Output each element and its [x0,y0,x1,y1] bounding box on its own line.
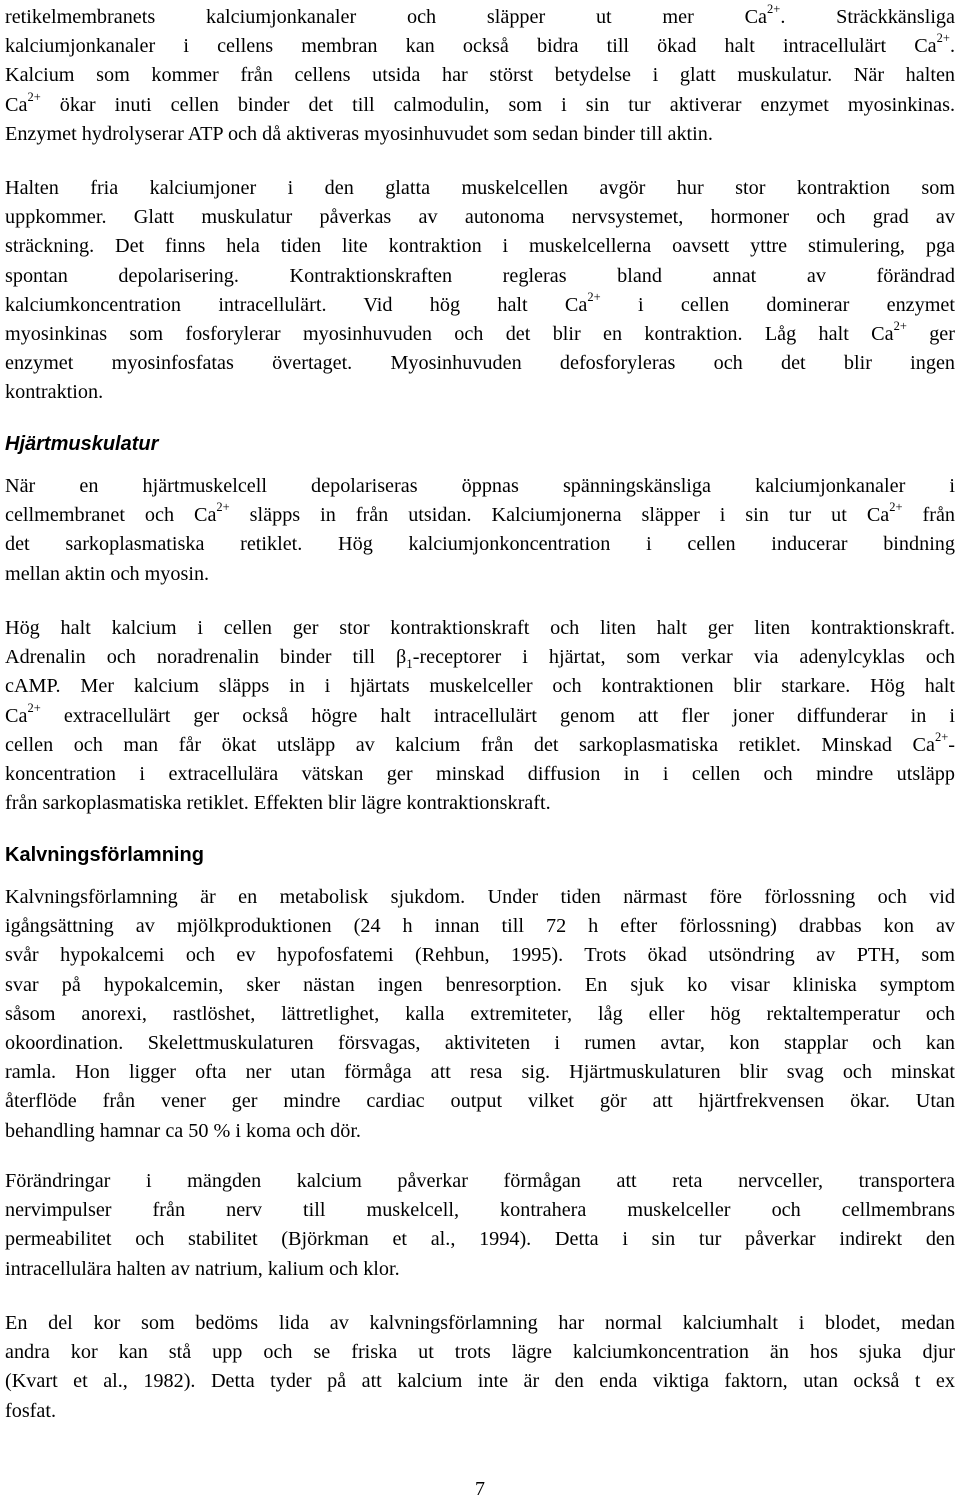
text-line: uppkommer. Glatt muskulatur påverkas av autonoma nervsystemet, hormoner och grad av [5,206,955,229]
text: kalciumkoncentration intracellulärt. Vid hög halt Ca [5,293,588,316]
text-line: En del kor som bedöms lida av kalvningsförlamning har normal kalciumhalt i blodet, medan [5,1312,955,1334]
section-heading-heart-muscle: Hjärtmuskulatur [5,433,159,455]
text-line: svår hypokalcemi och ev hypofosfatemi (Rehbun, 1995). Trots ökad utsöndring av PTH, som [5,944,955,967]
text-line: fosfat. [5,1399,57,1422]
text: ökar inuti cellen binder det till calmodulin, som i sin tur aktiverar enzymet myosinkinas. [40,93,955,116]
text-line: nervimpulser från nerv till muskelcell, kontrahera muskelceller och cellmembrans [5,1199,955,1222]
text: . Sträckkänsliga [780,6,955,28]
text-line: Hög halt kalcium i cellen ger stor kontraktionskraft och liten halt ger liten kontraktionskraft. [5,617,955,639]
text: Ca [5,93,28,116]
text-line: ramla. Hon ligger ofta ner utan förmåga att resa sig. Hjärtmuskulaturen blir svag och minskat [5,1061,955,1084]
text-line: intracellulära halten av natrium, kalium och klor. [5,1257,400,1280]
text: kalciumjonkanaler i cellens membran kan också bidra till ökad halt intracellulärt Ca [5,35,937,58]
text-line: (Kvart et al., 1982). Detta tyder på att kalcium inte är den enda viktiga faktorn, utan också t ex [5,1370,955,1393]
text: - [948,733,955,756]
superscript: 2+ [587,290,601,305]
text-line: kontraktion. [5,381,104,404]
superscript: 2+ [767,2,781,17]
text-line: När en hjärtmuskelcell depolariseras öppnas spänningskänsliga kalciumjonkanaler i [5,475,955,497]
paragraph-smooth-muscle-calcium [5,3,955,149]
text-line: enzymet myosinfosfatas övertaget. Myosinhuvuden defosforyleras och det blir ingen [5,352,955,375]
text-line: koncentration i extracellulära vätskan ger minskad diffusion in i cellen och mindre utsläpp [5,763,955,786]
text-line: behandling hamnar ca 50 % i koma och dör. [5,1119,361,1142]
text-line: spontan depolarisering. Kontraktionskraften regleras bland annat av förändrad [5,264,955,287]
text: släpps in från utsidan. Kalciumjonerna släpper i sin tur ut Ca [229,504,890,527]
text: i cellen dominerar enzymet [600,293,955,316]
text: myosinkinas som fosforylerar myosinhuvuden och det blir en kontraktion. Låg halt Ca [5,323,894,346]
superscript: 2+ [216,500,230,515]
text-line: återflöde från vener ger mindre cardiac output vilket gör att hjärtfrekvensen ökar. Utan [5,1090,955,1113]
paragraph-calcium-changes [5,1167,955,1284]
text-line: permeabilitet och stabilitet (Björkman et al., 1994). Detta i sin tur påverkar indirekt den [5,1228,955,1251]
text-line: Kalcium som kommer från cellens utsida har störst betydelse i glatt muskulatur. När halten [5,64,955,87]
paragraph-contraction-force [5,614,955,818]
superscript: 2+ [936,31,950,46]
text: . [949,35,955,58]
text: -receptorer i hjärtat, som verkar via adenylcyklas och [412,646,955,669]
text: Ca [5,704,28,727]
section-heading-milk-fever: Kalvningsförlamning [5,844,204,866]
text-line: andra kor kan stå upp och se friska ut trots lägre kalciumkoncentration än hos sjuka djur [5,1341,955,1364]
subscript: 1 [406,656,413,672]
superscript: 2+ [27,700,41,715]
text-line: Enzymet hydrolyserar ATP och då aktiveras myosinhuvudet som sedan binder till aktin. [5,122,713,145]
text: ger [906,323,955,346]
paragraph-normal-calcium-cows [5,1309,955,1426]
superscript: 2+ [27,89,41,104]
text: cellen och man får ökat utsläpp av kalcium från det sarkoplasmatiska retiklet. Minskad Ca [5,733,935,756]
superscript: 2+ [889,500,903,515]
text-line: såsom anorexi, rastlöshet, lättretlighet, kalla extremiteter, låg eller hög rektaltemperatur och [5,1002,955,1025]
text: extracellulärt ger också högre halt intracellulärt genom att fler joner diffunderar in i [40,704,955,727]
page-number: 7 [475,1478,485,1500]
text-line: Halten fria kalciumjoner i den glatta muskelcellen avgör hur stor kontraktion som [5,177,955,199]
text-line: okoordination. Skelettmuskulaturen försvagas, aktiviteten i rumen avtar, kon stapplar och kan [5,1032,955,1055]
text-line: cAMP. Mer kalcium släpps in i hjärtats muskelceller och kontraktionen blir starkare. Hög halt [5,675,955,698]
text-line: sträckning. Det finns hela tiden lite kontraktion i muskelcellerna oavsett yttre stimulering, pga [5,235,955,258]
superscript: 2+ [934,730,949,745]
text-line: Kalvningsförlamning är en metabolisk sjukdom. Under tiden närmast före förlossning och vid [5,886,955,908]
text-line: igångsättning av mjölkproduktionen (24 h innan till 72 h efter förlossning) drabbas kon av [5,915,955,938]
text: Adrenalin och noradrenalin binder till β [5,646,407,669]
text: retikelmembranets kalciumjonkanaler och släpper ut mer Ca [5,6,768,28]
text-line: svar på hypokalcemin, sker nästan ingen benresorption. En sjuk ko visar kliniska symptom [5,973,955,996]
text: från [902,504,956,527]
text-line: från sarkoplasmatiska retiklet. Effekten blir lägre kontraktionskraft. [5,792,551,815]
text-line: mellan aktin och myosin. [5,562,210,585]
paragraph-heart-depolarization [5,472,955,589]
paragraph-milk-fever-description [5,883,955,1146]
text: cellmembranet och Ca [5,504,217,527]
superscript: 2+ [893,319,907,334]
paragraph-free-calcium [5,174,955,408]
text-line: det sarkoplasmatiska retiklet. Hög kalciumjonkoncentration i cellen inducerar bindning [5,533,955,556]
text-line: Förändringar i mängden kalcium påverkar förmågan att reta nervceller, transportera [5,1170,955,1192]
